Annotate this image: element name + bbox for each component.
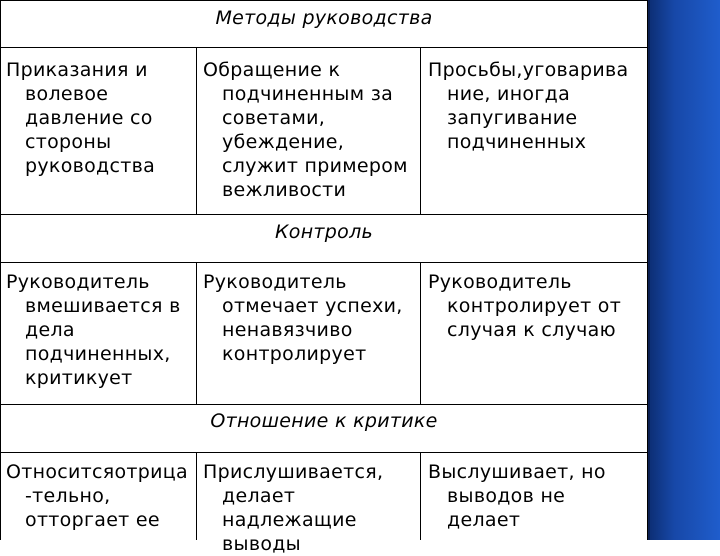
column-divider [196,262,197,404]
sidebar-divider [648,0,650,540]
column-divider [420,47,421,214]
column-divider [196,452,197,540]
table-border-right [647,0,648,540]
column-divider [420,262,421,404]
table-cell: Руководитель отмечает успехи, ненавязчиво контролирует [203,271,403,365]
table-cell: Приказания и волевое давление со стороны руководства [6,59,156,177]
section-heading: Методы руководства [215,7,433,29]
column-divider [420,452,421,540]
table-border-top [0,0,648,1]
section-heading: Отношение к критике [210,410,438,432]
section-heading: Контроль [274,221,374,243]
table-cell: Выслушивает, но выводов не делает [428,461,606,531]
row-divider [0,262,648,263]
row-divider [0,404,648,405]
table-border-left [0,0,1,540]
column-divider [196,47,197,214]
row-divider [0,214,648,215]
table-cell: Просьбы,уговарива ние, иногда запугивание подчиненных [428,59,629,153]
blue-sidebar [650,0,720,540]
table-cell: Руководитель контролирует от случая к случаю [428,271,622,341]
table-cell: Руководитель вмешивается в дела подчиненных, критикует [6,271,181,389]
table-cell: Прислушивается, делает надлежащие выводы [203,461,384,555]
row-divider [0,452,648,453]
row-divider [0,47,648,48]
table-cell: Обращение к подчиненным за советами, убеждение, служит примером вежливости [203,59,408,201]
table-cell: Относитсяотрица -тельно, отторгает ее [6,461,188,531]
